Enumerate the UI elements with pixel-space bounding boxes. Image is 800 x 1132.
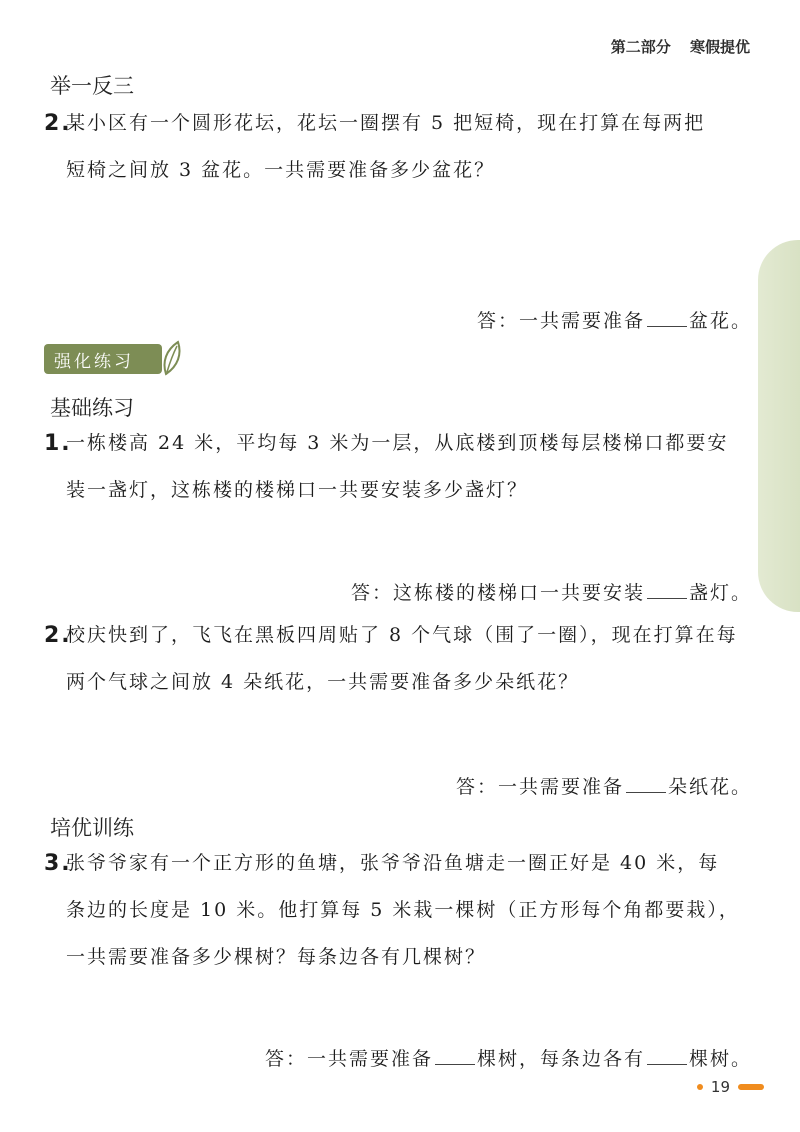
basic-problem-2 [44, 612, 756, 706]
page-bar-icon [738, 1084, 764, 1090]
problem-line: 装一盏灯，这栋楼的楼梯口一共要安装多少盏灯？ [66, 479, 529, 501]
problem-number: 1. [44, 431, 72, 456]
leaf-icon [160, 340, 186, 376]
drill-badge [44, 344, 162, 374]
problem-number: 2. [44, 623, 72, 648]
problem-line: 一栋楼高 24 米，平均每 3 米为一层，从底楼到顶楼每层楼梯口都要安 [66, 432, 729, 454]
problem-line: 张爷爷家有一个正方形的鱼塘，张爷爷沿鱼塘走一圈正好是 40 米，每 [66, 852, 720, 874]
problem-line: 校庆快到了，飞飞在黑板四周贴了 8 个气球（围了一圈），现在打算在每 [66, 624, 738, 646]
heading-advanced: 培优训练 [50, 816, 134, 840]
header-section: 寒假提优 [689, 38, 750, 56]
answer-blank-trees-per-side[interactable] [647, 1044, 687, 1065]
side-tab-decoration [758, 240, 800, 612]
page-number-text: 19 [710, 1078, 730, 1096]
answer-text: 盆花。 [688, 310, 752, 332]
answer-text: 答：一共需要准备 [455, 776, 624, 798]
problem-line: 短椅之间放 3 盆花。一共需要准备多少盆花？ [66, 159, 496, 181]
answer-blank[interactable] [647, 578, 687, 599]
answer-blank[interactable] [647, 306, 687, 327]
answer-blank[interactable] [626, 772, 666, 793]
problem-number: 2. [44, 111, 72, 136]
problem-line: 某小区有一个圆形花坛，花坛一圈摆有 5 把短椅，现在打算在每两把 [66, 112, 706, 134]
example-problem [44, 100, 756, 194]
advanced-problem-3 [44, 840, 756, 981]
answer-text: 朵纸花。 [667, 776, 752, 798]
basic-answer-1 [351, 578, 752, 605]
answer-text: 答：一共需要准备 [476, 310, 645, 332]
answer-text: 答：这栋楼的楼梯口一共要安装 [350, 582, 645, 604]
advanced-answer-3 [265, 1044, 752, 1071]
answer-text: 棵树，每条边各有 [476, 1048, 645, 1070]
heading-basic: 基础练习 [50, 396, 134, 420]
example-answer [477, 306, 752, 333]
problem-line: 两个气球之间放 4 朵纸花，一共需要准备多少朵纸花？ [66, 671, 580, 693]
page-number [697, 1078, 764, 1096]
header-part: 第二部分 [610, 38, 671, 56]
answer-text: 棵树。 [688, 1048, 752, 1070]
answer-text: 答：一共需要准备 [264, 1048, 433, 1070]
basic-problem-1 [44, 420, 756, 514]
problem-number: 3. [44, 851, 72, 876]
answer-text: 盏灯。 [688, 582, 752, 604]
problem-line: 一共需要准备多少棵树？每条边各有几棵树？ [66, 946, 487, 968]
page-header [597, 36, 750, 57]
page-dot-icon [697, 1084, 703, 1090]
answer-blank-trees-total[interactable] [435, 1044, 475, 1065]
heading-example: 举一反三 [50, 74, 134, 98]
basic-answer-2 [456, 772, 752, 799]
problem-line: 条边的长度是 10 米。他打算每 5 米栽一棵树（正方形每个角都要栽）， [66, 899, 740, 921]
drill-badge-label: 强化练习 [54, 351, 134, 372]
